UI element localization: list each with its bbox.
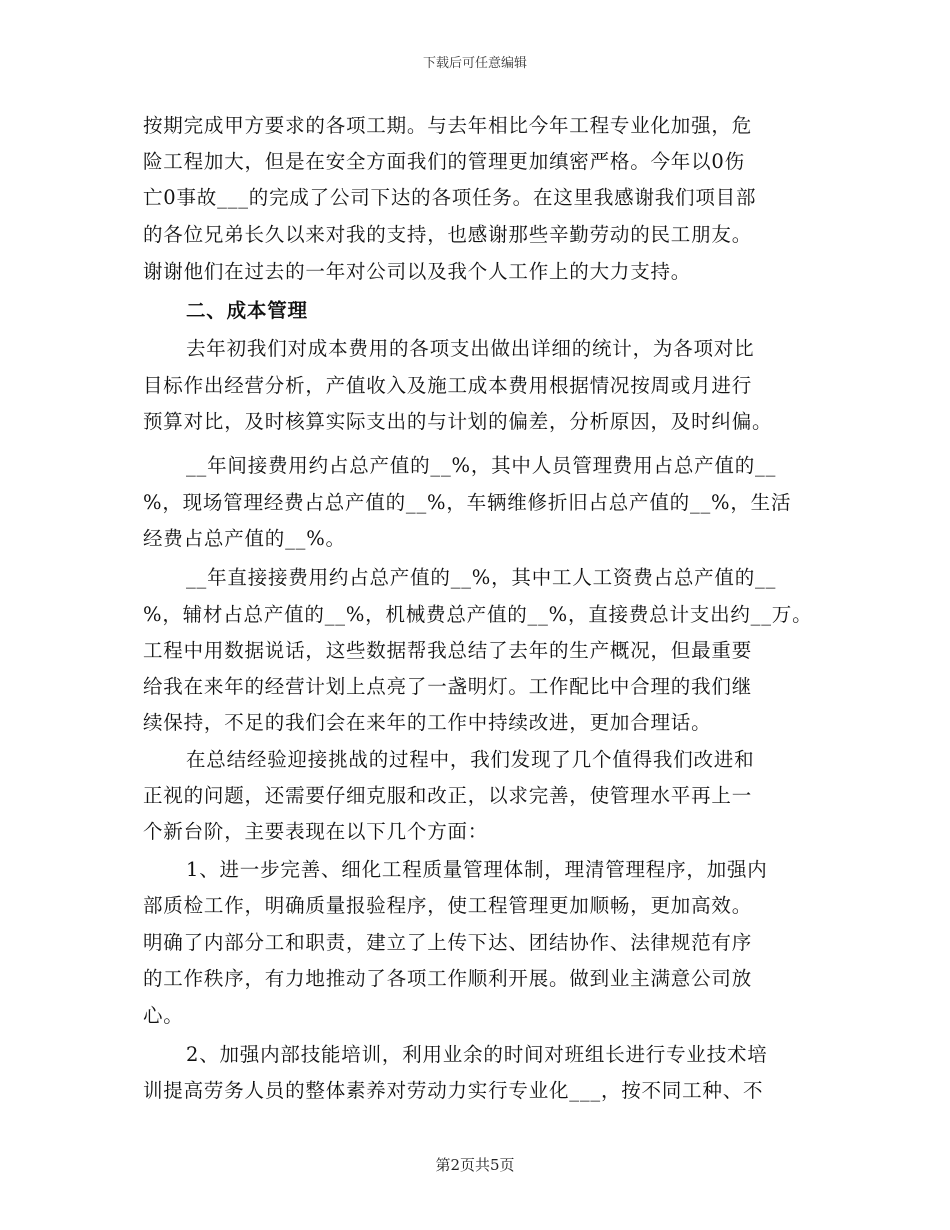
text-line: 训提高劳务人员的整体素养对劳动力实行专业化___，按不同工种、不 — [143, 1079, 764, 1102]
text-line: 经费占总产值的__%。 — [143, 527, 346, 550]
page-header: 下载后可任意编辑 — [422, 56, 527, 71]
text-line: 的工作秩序，有力地推动了各项工作顺利开展。做到业主满意公司放 — [143, 967, 753, 990]
text-line: 按期完成甲方要求的各项工期。与去年相比今年工程专业化加强，危 — [143, 114, 753, 137]
list-item: 1、进一步完善、细化工程质量管理体制，理清管理程序，加强内 — [186, 858, 768, 881]
text-line: 去年初我们对成本费用的各项支出做出详细的统计，为各项对比 — [186, 337, 755, 360]
text-line: 在总结经验迎接挑战的过程中，我们发现了几个值得我们改进和 — [186, 748, 755, 771]
section-heading: 二、成本管理 — [186, 299, 308, 322]
text-line: %，辅材占总产值的__%，机械费总产值的__%，直接费总计支出约__万。 — [143, 603, 813, 626]
text-line: 的各位兄弟长久以来对我的支持，也感谢那些辛勤劳动的民工朋友。 — [143, 223, 753, 246]
text-line: 个新台阶，主要表现在以下几个方面： — [143, 820, 489, 843]
text-line: 目标作出经营分析，产值收入及施工成本费用根据情况按周或月进行 — [143, 374, 753, 397]
text-line: 险工程加大，但是在安全方面我们的管理更加缜密严格。今年以0伤 — [143, 150, 745, 173]
text-line: __年间接费用约占总产值的__%，其中人员管理费用占总产值的__ — [186, 454, 777, 477]
text-line: 给我在来年的经营计划上点亮了一盏明灯。工作配比中合理的我们继 — [143, 675, 753, 698]
text-line: 谢谢他们在过去的一年对公司以及我个人工作上的大力支持。 — [143, 260, 692, 283]
text-line: 正视的问题，还需要仔细克服和改正，以求完善，使管理水平再上一 — [143, 784, 753, 807]
text-line: 续保持，不足的我们会在来年的工作中持续改进，更加合理话。 — [143, 711, 712, 734]
text-line: 部质检工作，明确质量报验程序，使工程管理更加顺畅，更加高效。 — [143, 894, 753, 917]
text-line: 工程中用数据说话，这些数据帮我总结了去年的生产概况，但最重要 — [143, 639, 753, 662]
text-line: 明确了内部分工和职责，建立了上传下达、团结协作、法律规范有序 — [143, 931, 753, 954]
text-line: %，现场管理经费占总产值的__%，车辆维修折旧占总产值的__%，生活 — [143, 491, 792, 514]
list-item: 2、加强内部技能培训，利用业余的时间对班组长进行专业技术培 — [186, 1043, 768, 1066]
text-line: 心。 — [143, 1004, 184, 1027]
text-line: 亡0事故___的完成了公司下达的各项任务。在这里我感谢我们项目部 — [143, 186, 757, 209]
text-line: 预算对比，及时核算实际支出的与计划的偏差，分析原因，及时纠偏。 — [143, 410, 773, 433]
text-line: __年直接接费用约占总产值的__%，其中工人工资费占总产值的__ — [186, 566, 777, 589]
page-footer: 第2页共5页 — [435, 1156, 515, 1174]
